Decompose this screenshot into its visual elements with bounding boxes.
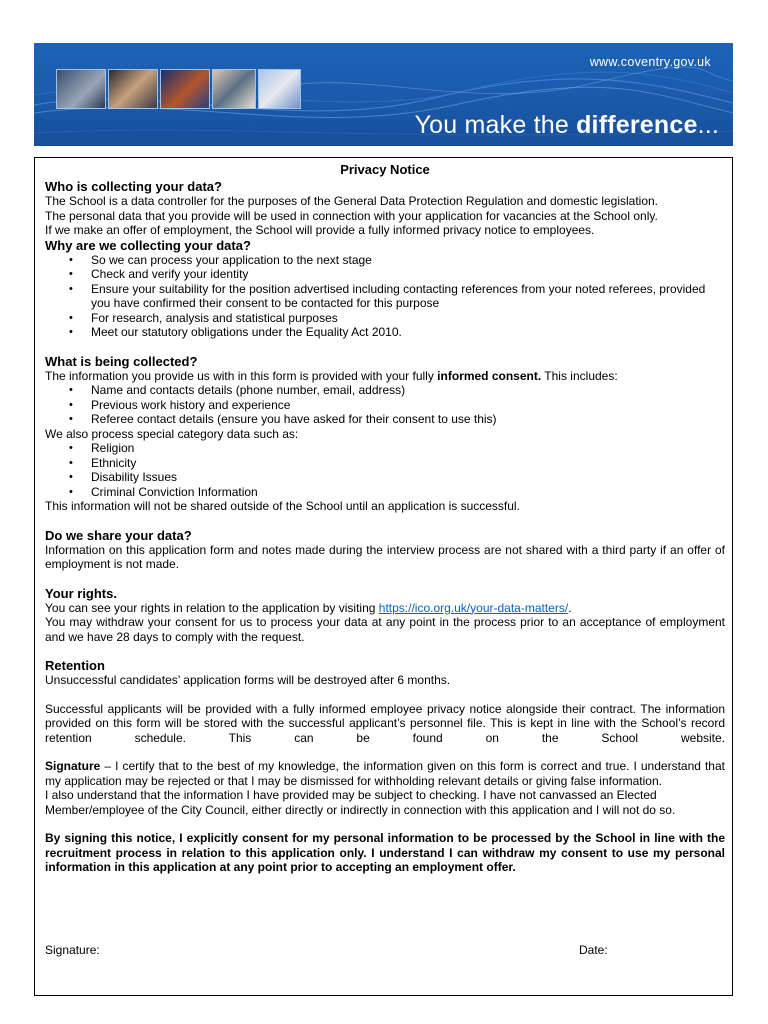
consent-statement: By signing this notice, I explicitly consent for my personal information to be processed by the School in line with the recruitment process in relation to this application only. I understand I can withdraw my consent to use my personal information in this application at any point prior to accepting an employment offer. — [45, 831, 725, 874]
website-url: www.coventry.gov.uk — [589, 55, 711, 69]
list-item: • Criminal Conviction Information — [91, 485, 725, 500]
list-item: • Ensure your suitability for the position advertised including contacting references from your noted referees, provided you have confirmed their consent to be contacted for this purpose — [91, 282, 725, 311]
list-item: • Ethnicity — [91, 456, 725, 471]
why-heading: Why are we collecting your data? — [45, 237, 251, 253]
list-item: • Meet our statutory obligations under the Equality Act 2010. — [91, 325, 725, 340]
what-intro — [45, 369, 725, 384]
tagline-prefix: You make the — [414, 111, 577, 139]
why-list — [45, 253, 725, 340]
tagline-suffix: ... — [697, 111, 719, 139]
signature-certify-text — [45, 759, 725, 788]
banner-photo — [160, 69, 210, 109]
who-line: If we make an offer of employment, the School will provide a fully informed privacy notice to employees. — [45, 223, 595, 237]
banner-tagline — [415, 111, 719, 140]
banner-photo — [212, 69, 256, 109]
rights-text — [45, 601, 725, 616]
signature-certify-body: – I certify that to the best of my knowledge, the information given on this form is correct and true. I understand that my application may be rejected or that I may be dismissed for withholding relevant details or giving false information. — [45, 759, 725, 788]
list-item: • Religion — [91, 441, 725, 456]
list-item: • For research, analysis and statistical purposes — [91, 311, 725, 326]
tagline-bold: difference — [576, 111, 698, 139]
list-item: • Previous work history and experience — [91, 398, 725, 413]
share-heading: Do we share your data? — [45, 527, 192, 543]
ico-link[interactable]: https://ico.org.uk/your-data-matters/ — [378, 600, 569, 615]
banner-photo — [258, 69, 301, 109]
list-item: • Name and contacts details (phone number, email, address) — [91, 383, 725, 398]
what-list — [45, 383, 725, 427]
who-heading: Who is collecting your data? — [45, 179, 222, 194]
list-item: • Disability Issues — [91, 470, 725, 485]
list-item: • Check and verify your identity — [91, 267, 725, 282]
what-heading: What is being collected? — [45, 353, 198, 369]
banner-photo — [56, 69, 106, 109]
privacy-notice-content — [45, 162, 725, 875]
who-line: The personal data that you provide will be used in connection with your application for vacancies at the School only. — [45, 208, 658, 223]
what-intro-text: The information you provide us with in this form is provided with your fully — [45, 368, 438, 383]
header-banner — [34, 43, 733, 146]
what-intro-suffix: This includes: — [541, 368, 618, 383]
privacy-notice-box — [34, 157, 733, 996]
special-category-intro: We also process special category data such as: — [45, 426, 299, 441]
page-title: Privacy Notice — [340, 162, 430, 177]
share-text: Information on this application form and notes made during the interview process are not shared with a third party if an offer of employment is not made. — [45, 542, 725, 571]
rights-text-prefix: You can see your rights in relation to the application by visiting — [45, 600, 379, 615]
signature-label: Signature: — [45, 943, 100, 957]
signature-checking-text: I also understand that the information I have provided may be subject to checking. I have not canvassed an Elected Member/employee of the City Council, either directly or indirectly in connection with this application and I will not do so. — [45, 788, 676, 817]
informed-consent-text: informed consent. — [437, 368, 542, 383]
banner-photo — [108, 69, 158, 109]
banner-photo-strip — [56, 69, 301, 109]
signature-label-bold: Signature — [45, 759, 101, 773]
withdraw-text: You may withdraw your consent for us to process your data at any point in the process prior to an acceptance of employment and we have 28 days to comply with the request. — [45, 615, 725, 644]
retention-heading: Retention — [45, 658, 105, 673]
retention-text: Unsuccessful candidates’ application forms will be destroyed after 6 months. — [45, 673, 451, 687]
retention-successful-text: Successful applicants will be provided with a fully informed employee privacy notice alongside their contract. The information provided on this form will be stored with the successful applicant’s personnel file. This is kept in line with the School’s record retention schedule. This can be found on the School website. — [45, 701, 725, 745]
rights-heading: Your rights. — [45, 585, 117, 601]
who-line: The School is a data controller for the purposes of the General Data Protection Regulation and domestic legislation. — [45, 194, 659, 208]
special-category-list — [45, 441, 725, 499]
rights-text-suffix: . — [568, 600, 572, 615]
what-outro: This information will not be shared outside of the School until an application is successful. — [45, 499, 520, 513]
list-item: • Referee contact details (ensure you have asked for their consent to use this) — [91, 412, 725, 427]
list-item: • So we can process your application to the next stage — [91, 253, 725, 268]
date-label: Date: — [579, 943, 608, 957]
